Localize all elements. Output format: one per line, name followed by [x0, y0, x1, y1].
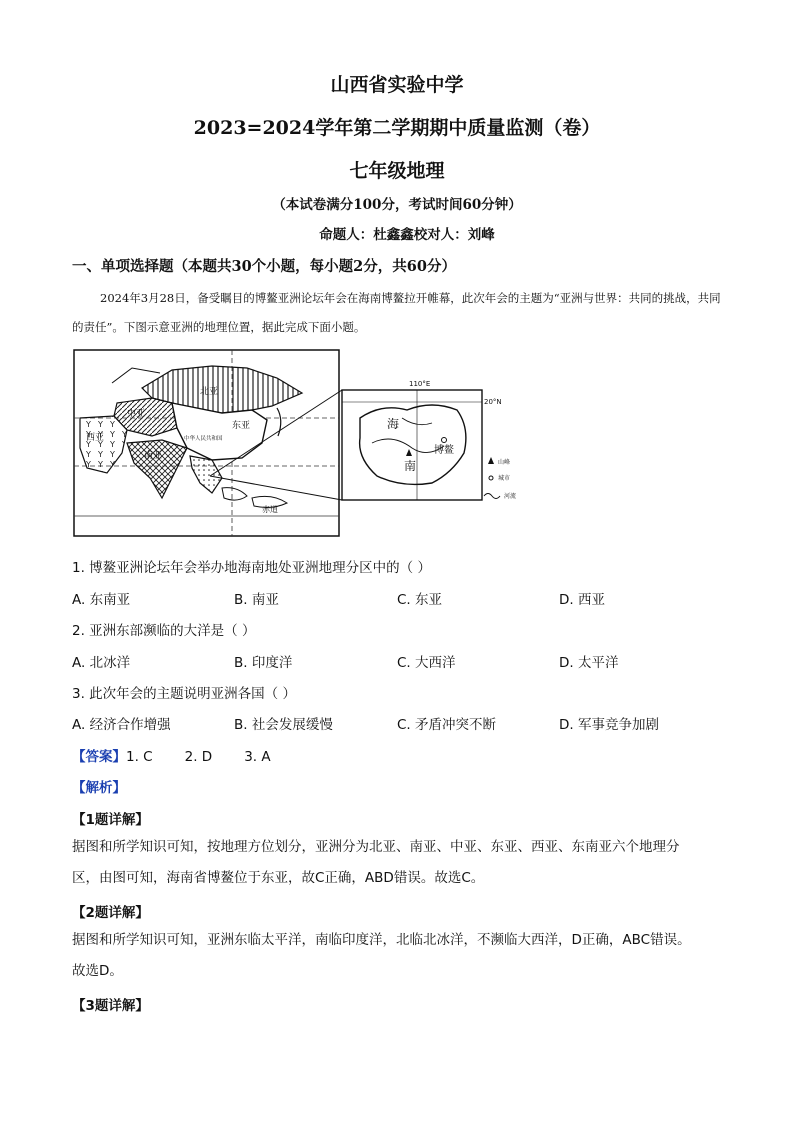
legend-city-icon: [489, 476, 493, 480]
exam-title: 2023=2024学年第二学期期中质量监测（卷）: [193, 117, 601, 139]
inset-label-boao: 博鳌: [434, 445, 454, 456]
answer-item-2: 2. D: [184, 749, 213, 765]
question-1-stem: 1. 博鳌亚洲论坛年会举办地海南地处亚洲地理分区中的（ ）: [72, 560, 431, 576]
question-2-stem: 2. 亚洲东部濒临的大洋是（ ）: [72, 623, 256, 639]
legend-peak-icon: [488, 457, 494, 464]
map-label-south-asia: 南亚: [144, 451, 163, 461]
detail-2-line-2: 故选D。: [72, 963, 123, 979]
map-label-china: 中华人民共和国: [184, 436, 223, 442]
answer-item-3: 3. A: [244, 749, 271, 765]
legend-river-icon: [484, 494, 500, 499]
q3-option-d: D. 军事竞争加剧: [559, 717, 659, 733]
exam-info: （本试卷满分100分，考试时间60分钟）: [272, 197, 522, 213]
detail-2-line-1: 据图和所学知识可知，亚洲东临太平洋，南临印度洋，北临北冰洋，不濒临大西洋，D正确，ABC错误。: [72, 932, 691, 948]
question-3-stem: 3. 此次年会的主题说明亚洲各国（ ）: [72, 686, 296, 702]
q1-option-b: B. 南亚: [234, 592, 279, 608]
inset-latitude: 20°N: [484, 398, 502, 406]
q3-option-c: C. 矛盾冲突不断: [397, 717, 497, 733]
inset-label-hai: 海: [387, 417, 400, 431]
q3-option-a: A. 经济合作增强: [72, 717, 171, 733]
detail-1-line-2: 区，由图可知，海南省博鳌位于东亚，故C正确，ABD错误。故选C。: [72, 870, 485, 886]
asia-location-map: [72, 348, 572, 538]
q3-option-b: B. 社会发展缓慢: [234, 717, 333, 733]
q1-option-a: A. 东南亚: [72, 592, 131, 608]
subject-title: 七年级地理: [349, 160, 445, 182]
q2-option-a: A. 北冰洋: [72, 655, 131, 671]
exam-authors: 命题人：杜鑫鑫校对人：刘峰: [319, 227, 495, 243]
legend-city-label: 城市: [498, 475, 511, 482]
q2-option-b: B. 印度洋: [234, 655, 293, 671]
legend-river-label: 河流: [504, 493, 517, 500]
map-label-equator: 赤道: [262, 505, 278, 514]
q1-option-d: D. 西亚: [559, 592, 605, 608]
school-title: 山西省实验中学: [330, 74, 464, 96]
q2-option-d: D. 太平洋: [559, 655, 619, 671]
answer-item-1: 1. C: [126, 749, 153, 765]
section-title: 一、单项选择题（本题共30个小题，每小题2分，共60分）: [72, 258, 456, 275]
analysis-label: 【解析】: [72, 780, 126, 796]
q2-option-c: C. 大西洋: [397, 655, 456, 671]
answer-label: 【答案】: [72, 749, 126, 765]
map-label-central-asia: 中亚: [127, 409, 146, 419]
detail-2-body: [72, 925, 724, 987]
map-label-north-asia: 北亚: [200, 387, 219, 397]
answer-row: [72, 745, 271, 765]
map-label-west-asia: 西亚: [86, 433, 105, 443]
map-label-east-asia: 东亚: [232, 421, 251, 431]
detail-1-body: [72, 832, 724, 894]
inset-longitude: 110°E: [409, 380, 431, 388]
inset-label-nan: 南: [404, 459, 417, 473]
detail-3-heading: 【3题详解】: [72, 998, 149, 1014]
detail-1-line-1: 据图和所学知识可知，按地理方位划分，亚洲分为北亚、南亚、中亚、东亚、西亚、东南亚六个地理分: [72, 839, 680, 855]
intro-paragraph: 2024年3月28日，备受瞩目的博鳌亚洲论坛年会在海南博鳌拉开帷幕，此次年会的主题为“亚洲与世界：共同的挑战，共同的责任”。下图示意亚洲的地理位置，据此完成下面小题。: [72, 291, 721, 334]
q1-option-c: C. 东亚: [397, 592, 443, 608]
legend-peak-label: 山峰: [498, 459, 511, 466]
detail-2-heading: 【2题详解】: [72, 905, 149, 921]
detail-1-heading: 【1题详解】: [72, 812, 149, 828]
